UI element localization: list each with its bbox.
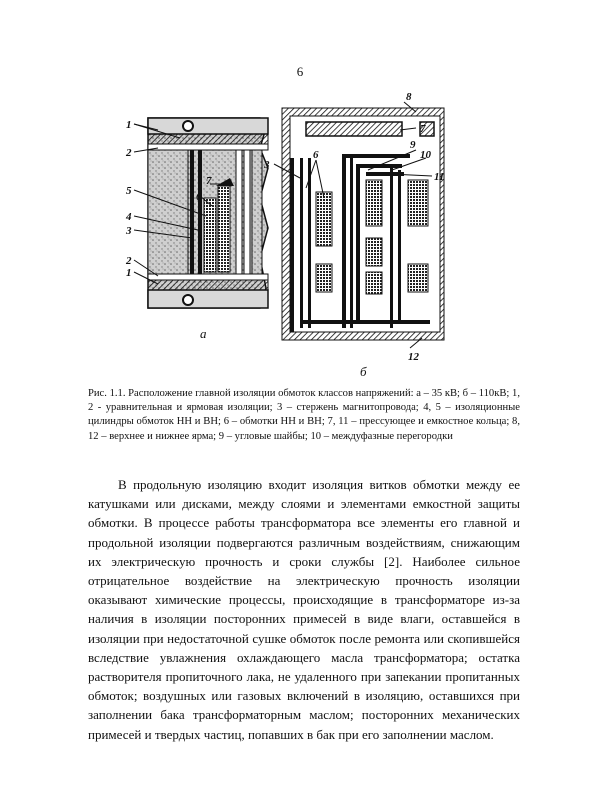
figure-label-b: б xyxy=(360,364,367,379)
label-a-2-top: 2 xyxy=(126,147,132,159)
label-b-8: 8 xyxy=(406,91,412,103)
page-number: 6 xyxy=(296,64,304,79)
label-a-4: 4 xyxy=(126,211,132,223)
label-b-11: 11 xyxy=(434,171,445,183)
label-b-10: 10 xyxy=(420,149,431,161)
label-a-6: 6 xyxy=(196,191,202,203)
figure-label-a: а xyxy=(200,326,207,341)
figure-caption: Рис. 1.1. Расположение главной изоляции обмоток классов напряжений: а – 35 кВ; б – 110кВ; 1, 2 - уравнительная и ярмовая изоляции; 3 – стержень магнитопровода; 4, 5 – изоляционные цилиндры обмоток НН и ВН; 6 – обмотки НН и ВН; 7, 11 – прессующее и емкостное кольца; 8, 12 – верхнее и нижнее ярма; 9 – угловые шайбы; 10 – междуфазные перегородки xyxy=(88,388,520,442)
label-a-3: 3 xyxy=(126,225,132,237)
label-b-3: 3 xyxy=(264,159,270,171)
label-b-9: 9 xyxy=(410,139,416,151)
figure-drawing xyxy=(110,88,470,378)
label-a-2-bottom: 2 xyxy=(126,255,132,267)
label-a-7: 7 xyxy=(206,175,212,187)
label-a-1-top: 1 xyxy=(126,119,132,131)
label-b-12: 12 xyxy=(408,351,419,363)
insulation-figure xyxy=(110,88,470,378)
body-paragraph: В продольную изоляцию входит изоляция витков обмотки между ее катушками или дисками, между слоями и элементами емкостной защиты обмотки. В процессе работы трансформатора все элементы его главной и продольной изоляции подвергаются различным воздействиям, снижающим их электрическую прочность и сроки службы [2]. Наиболее сильное отрицательное воздействие на электрическую прочность изоляции оказывают химические процессы, происходящие в трансформаторе из-за наличия в изоляции посторонних примесей в виде влаги, оставшейся в изоляции при недостаточной сушке обмоток после ремонта или скопившейся вследствие увлажнения охлаждающего масла трансформатора; остатка растворителя пропиточного лака, не удаленного при запекании пропитанных обмоток; воздушных или газовых включений в изоляцию, оставшихся при заполнении бака трансформаторным маслом; посторонних механических примесей и твердых частиц, попавших в бак при его заполнении маслом. xyxy=(88,477,520,742)
label-a-5: 5 xyxy=(126,185,132,197)
label-b-6: 6 xyxy=(313,149,319,161)
label-a-1-bottom: 1 xyxy=(126,267,132,279)
drawing-a xyxy=(134,118,268,308)
label-b-7: 7 xyxy=(420,123,426,135)
drawing-b xyxy=(274,102,444,348)
